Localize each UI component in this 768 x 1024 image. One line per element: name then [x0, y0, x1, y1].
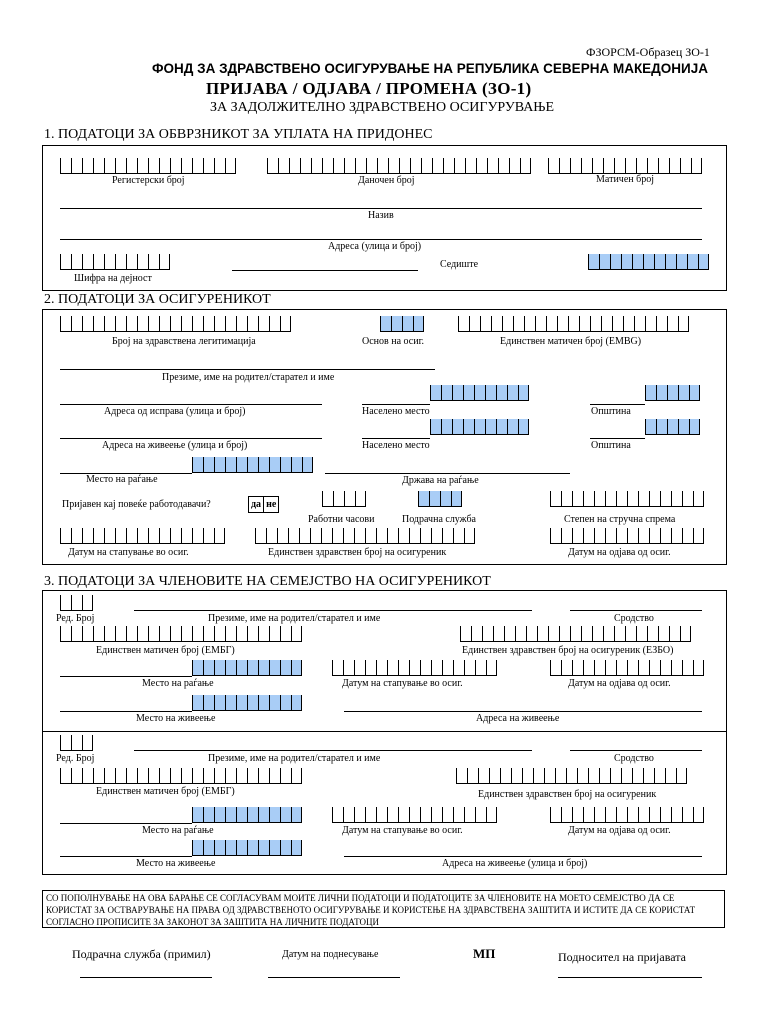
member2-embg-label: Единствен матичен број (ЕМБГ)	[96, 786, 235, 797]
address-id-label: Адреса од исправа (улица и број)	[104, 406, 246, 417]
member1-living-address-label: Адреса на живеење	[476, 713, 560, 724]
ezbo-field[interactable]	[255, 528, 475, 544]
activity-code-field[interactable]	[60, 254, 170, 270]
settlement1-code-field[interactable]	[430, 385, 529, 401]
member1-end-date-field[interactable]	[550, 660, 704, 676]
insurance-basis-label: Основ на осиг.	[362, 336, 425, 347]
seat-code-field[interactable]	[588, 254, 709, 270]
municipality1-label: Општина	[591, 406, 631, 417]
member1-living-place-line[interactable]	[60, 711, 192, 712]
ezbo-label: Единствен здравствен број на осигуреник	[268, 547, 447, 558]
regional-office-field[interactable]	[418, 491, 462, 507]
multiple-employers-toggle[interactable]	[248, 496, 279, 513]
full-name-label: Презиме, име на родител/старател и име	[162, 372, 335, 383]
submission-date-label: Датум на поднесување	[282, 949, 379, 960]
member2-ord-no-field[interactable]	[60, 735, 93, 751]
member2-living-place-label: Место на живеење	[136, 858, 216, 869]
section1-title: 1. ПОДАТОЦИ ЗА ОБВРЗНИКОТ ЗА УПЛАТА НА ПРИДОНЕС	[44, 127, 433, 142]
work-hours-field[interactable]	[322, 491, 366, 507]
submission-date-line[interactable]	[268, 977, 400, 978]
birth-place-code-field[interactable]	[192, 457, 313, 473]
member2-birth-place-line[interactable]	[60, 823, 192, 824]
consent-notice: СО ПОПОЛНУВАЊЕ НА ОВА БАРАЊЕ СЕ СОГЛАСУВАМ МОИТЕ ЛИЧНИ ПОДАТОЦИ И ПОДАТОЦИТЕ ЗА ЧЛЕНОВИТЕ НА МОЕТО СЕМЕЈСТВО ДА СЕ КОРИСТАТ ЗА ОСТВАРУВАЊЕ НА ПРАВА ОД ЗДРАВСТВЕНОТО ОСИГУРУВАЊЕ И КОРИСТЕЊЕ НА ЗДРАВСТВЕНА ЗАШТИТА И ИСТИТЕ ДА СЕ КОРИСТАТ СОГЛАСНО ПРОПИСИТЕ ЗА ЗАКОНОТ ЗА ЗАШТИТА НА ЛИЧНИТЕ ПОДАТОЦИ	[42, 890, 725, 928]
member2-start-date-field[interactable]	[332, 807, 497, 823]
birth-country-line[interactable]	[325, 473, 570, 474]
birth-country-label: Држава на раѓање	[402, 475, 479, 486]
regional-office-received-label: Подрачна служба (примил)	[72, 947, 211, 961]
member1-ord-no-label: Ред. Број	[56, 613, 95, 624]
member2-living-place-line[interactable]	[60, 856, 192, 857]
member2-ezbo-label: Единствен здравствен број на осигуреник	[478, 789, 657, 800]
id-number-field[interactable]	[548, 158, 702, 174]
settlement1-label: Населено место	[362, 406, 430, 417]
member2-end-date-field[interactable]	[550, 807, 704, 823]
settlement1-line[interactable]	[362, 404, 430, 405]
member1-living-place-code-field[interactable]	[192, 695, 302, 711]
applicant-signature-line[interactable]	[558, 977, 702, 978]
name-label: Назив	[368, 210, 394, 221]
member1-living-place-label: Место на живеење	[136, 713, 216, 724]
id-number-label: Матичен број	[596, 174, 654, 185]
member2-embg-field[interactable]	[60, 768, 302, 784]
embg-field[interactable]	[458, 316, 689, 332]
yes-option[interactable]: да	[249, 497, 264, 512]
member2-ezbo-field[interactable]	[456, 768, 687, 784]
member2-full-name-label: Презиме, име на родител/старател и име	[208, 753, 381, 764]
member1-ord-no-field[interactable]	[60, 595, 93, 611]
member1-embg-field[interactable]	[60, 626, 302, 642]
education-level-label: Степен на стручна спрема	[564, 514, 676, 525]
end-date-label: Датум на одјава од осиг.	[568, 547, 671, 558]
member1-ezbo-field[interactable]	[460, 626, 691, 642]
activity-code-label: Шифра на дејност	[74, 273, 152, 284]
member1-full-name-line[interactable]	[134, 610, 532, 611]
full-name-line[interactable]	[60, 369, 435, 370]
member1-embg-label: Единствен матичен број (ЕМБГ)	[96, 645, 235, 656]
address-id-line[interactable]	[60, 404, 322, 405]
member1-relation-line[interactable]	[570, 610, 702, 611]
regional-office-signature-line[interactable]	[80, 977, 212, 978]
member2-birth-place-label: Место на раѓање	[142, 825, 214, 836]
municipality1-line[interactable]	[590, 404, 645, 405]
member2-full-name-line[interactable]	[134, 750, 532, 751]
municipality2-code-field[interactable]	[645, 419, 700, 435]
address-living-line[interactable]	[60, 438, 322, 439]
start-date-field[interactable]	[60, 528, 225, 544]
member1-start-date-label: Датум на стапување во осиг.	[342, 678, 463, 689]
member1-full-name-label: Презиме, име на родител/старател и име	[208, 613, 381, 624]
birth-place-label: Место на раѓање	[86, 474, 158, 485]
fund-name: ФОНД ЗА ЗДРАВСТВЕНО ОСИГУРУВАЊЕ НА РЕПУБЛИКА СЕВЕРНА МАКЕДОНИЈА	[152, 61, 709, 76]
member1-birth-place-line[interactable]	[60, 676, 192, 677]
form-subtitle: ЗА ЗАДОЛЖИТЕЛНО ЗДРАВСТВЕНО ОСИГУРУВАЊЕ	[210, 100, 555, 115]
member1-ezbo-label: Единствен здравствен број на осигуреник (ЕЗБО)	[462, 645, 674, 656]
member1-living-address-line[interactable]	[344, 711, 702, 712]
stamp-label: МП	[473, 946, 496, 961]
member2-ord-no-label: Ред. Број	[56, 753, 95, 764]
member2-relation-label: Сродство	[614, 753, 654, 764]
form-code: ФЗОРСМ-Образец ЗО-1	[586, 45, 710, 59]
tax-number-field[interactable]	[267, 158, 531, 174]
member2-start-date-label: Датум на стапување во осиг.	[342, 825, 463, 836]
member2-end-date-label: Датум на одјава од осиг.	[568, 825, 671, 836]
address-living-label: Адреса на живеење (улица и број)	[102, 440, 248, 451]
start-date-label: Датум на стапување во осиг.	[68, 547, 189, 558]
address-label: Адреса (улица и број)	[328, 241, 422, 252]
section3-divider	[42, 731, 727, 732]
multiple-employers-label: Пријавен кај повеќе работодавачи?	[62, 499, 211, 510]
member1-relation-label: Сродство	[614, 613, 654, 624]
member2-birth-place-code-field[interactable]	[192, 807, 302, 823]
no-option[interactable]: не	[266, 499, 277, 510]
member1-birth-place-code-field[interactable]	[192, 660, 302, 676]
municipality2-line[interactable]	[590, 438, 645, 439]
member1-start-date-field[interactable]	[332, 660, 497, 676]
regional-office-label: Подрачна служба	[402, 514, 476, 525]
insurance-basis-field[interactable]	[380, 316, 424, 332]
section3-title: 3. ПОДАТОЦИ ЗА ЧЛЕНОВИТЕ НА СЕМЕЈСТВО НА ОСИГУРЕНИКОТ	[44, 574, 491, 589]
settlement2-line[interactable]	[362, 438, 430, 439]
member2-living-address-label: Адреса на живеење (улица и број)	[442, 858, 588, 869]
member2-relation-line[interactable]	[570, 750, 702, 751]
registry-number-field[interactable]	[60, 158, 236, 174]
work-hours-label: Работни часови	[308, 514, 375, 525]
settlement2-code-field[interactable]	[430, 419, 529, 435]
member1-end-date-label: Датум на одјава од осиг.	[568, 678, 671, 689]
member2-living-address-line[interactable]	[344, 856, 702, 857]
address-line[interactable]	[60, 239, 702, 240]
embg-label: Единствен матичен број (ЕМВG)	[500, 336, 642, 347]
section2-title: 2. ПОДАТОЦИ ЗА ОСИГУРЕНИКОТ	[44, 292, 271, 307]
seat-label: Седиште	[440, 259, 479, 270]
member2-living-place-code-field[interactable]	[192, 840, 302, 856]
name-line[interactable]	[60, 208, 702, 209]
end-date-field[interactable]	[550, 528, 704, 544]
registry-number-label: Регистерски број	[112, 175, 185, 186]
municipality1-code-field[interactable]	[645, 385, 700, 401]
health-card-number-label: Број на здравствена легитимација	[112, 336, 256, 347]
section2-box	[42, 309, 727, 565]
member1-birth-place-label: Место на раѓање	[142, 678, 214, 689]
education-level-field[interactable]	[550, 491, 704, 507]
form-title: ПРИЈАВА / ОДЈАВА / ПРОМЕНА (ЗО-1)	[206, 79, 532, 98]
tax-number-label: Даночен број	[358, 175, 415, 186]
municipality2-label: Општина	[591, 440, 631, 451]
applicant-label: Подносител на пријавата	[558, 950, 686, 964]
seat-line[interactable]	[232, 270, 418, 271]
health-card-number-field[interactable]	[60, 316, 291, 332]
settlement2-label: Населено место	[362, 440, 430, 451]
